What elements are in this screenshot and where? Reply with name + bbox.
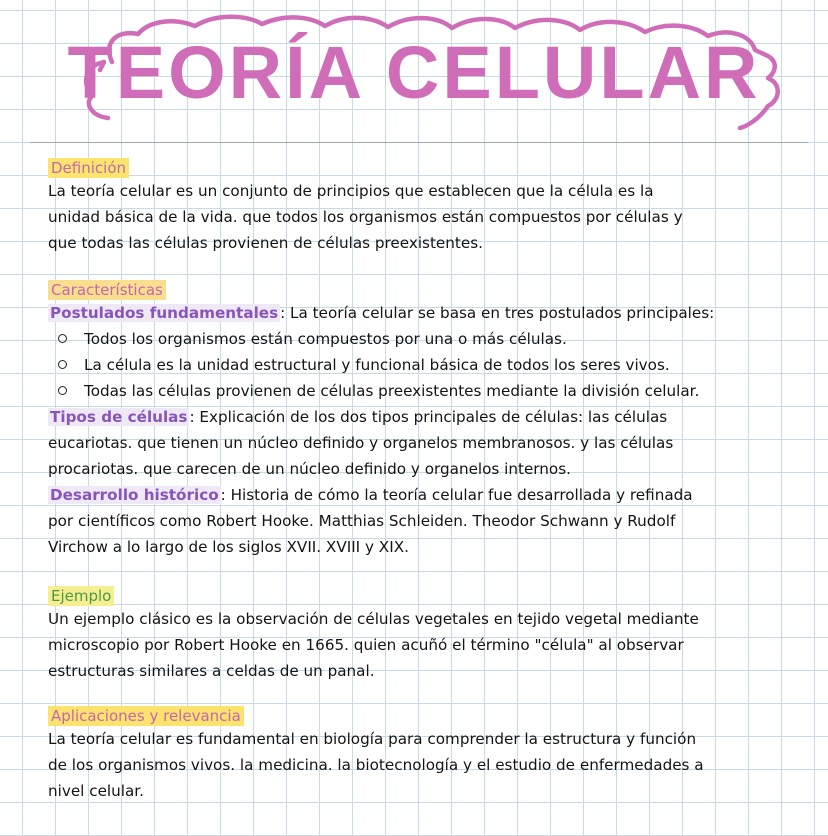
tipos-line: eucariotas. que tienen un núcleo definido y organelos membranosos. y las células bbox=[48, 434, 674, 452]
notes-content bbox=[48, 158, 818, 804]
desarrollo-line: Desarrollo histórico : Historia de cómo la teoría celular fue desarrollada y refinada bbox=[50, 486, 693, 504]
title-banner bbox=[0, 0, 828, 140]
divider bbox=[30, 142, 808, 143]
section-heading-definicion: Definición bbox=[48, 158, 129, 178]
section-ejemplo bbox=[48, 586, 818, 684]
tipos-line: Tipos de células : Explicación de los dos tipos principales de células: las células bbox=[50, 408, 668, 426]
list-item: Todos los organismos están compuestos por una o más células. bbox=[58, 326, 818, 352]
ejemplo-line: microscopio por Robert Hooke en 1665. quien acuñó el término "célula" al observar bbox=[48, 636, 684, 654]
postulados-text: : La teoría celular se basa en tres postulados principales: bbox=[280, 304, 715, 322]
desarrollo-label: Desarrollo histórico bbox=[50, 486, 219, 504]
page-title: TEORÍA CELULAR bbox=[67, 31, 761, 114]
postulados-list bbox=[48, 326, 818, 404]
section-aplicaciones bbox=[48, 706, 818, 804]
desarrollo-line: Virchow a lo largo de los siglos XVII. XVIII y XIX. bbox=[48, 538, 409, 556]
aplicaciones-line: nivel celular. bbox=[48, 782, 144, 800]
definicion-line: unidad básica de la vida. que todos los organismos están compuestos por células y bbox=[48, 208, 683, 226]
ejemplo-line: Un ejemplo clásico es la observación de células vegetales en tejido vegetal mediante bbox=[48, 610, 699, 628]
definicion-line: La teoría celular es un conjunto de principios que establecen que la célula es la bbox=[48, 182, 654, 200]
tipos-line: procariotas. que carecen de un núcleo definido y organelos internos. bbox=[48, 460, 571, 478]
tipos-label: Tipos de células bbox=[50, 408, 188, 426]
list-item: La célula es la unidad estructural y funcional básica de todos los seres vivos. bbox=[58, 352, 818, 378]
ejemplo-line: estructuras similares a celdas de un panal. bbox=[48, 662, 375, 680]
list-item: Todas las células provienen de células preexistentes mediante la división celular. bbox=[58, 378, 818, 404]
definicion-line: que todas las células provienen de células preexistentes. bbox=[48, 234, 483, 252]
section-caracteristicas bbox=[48, 280, 818, 560]
aplicaciones-line: La teoría celular es fundamental en biología para comprender la estructura y función bbox=[48, 730, 697, 748]
postulados-line bbox=[48, 300, 818, 326]
section-heading-ejemplo: Ejemplo bbox=[48, 586, 114, 606]
section-heading-caracteristicas: Características bbox=[48, 280, 166, 300]
aplicaciones-line: de los organismos vivos. la medicina. la biotecnología y el estudio de enfermedades a bbox=[48, 756, 704, 774]
desarrollo-line: por científicos como Robert Hooke. Matthias Schleiden. Theodor Schwann y Rudolf bbox=[48, 512, 676, 530]
bullet-circle-icon bbox=[58, 334, 67, 343]
bullet-circle-icon bbox=[58, 386, 67, 395]
bullet-circle-icon bbox=[58, 360, 67, 369]
section-definicion bbox=[48, 158, 818, 256]
section-heading-aplicaciones: Aplicaciones y relevancia bbox=[48, 706, 244, 726]
postulados-label: Postulados fundamentales bbox=[50, 304, 279, 322]
